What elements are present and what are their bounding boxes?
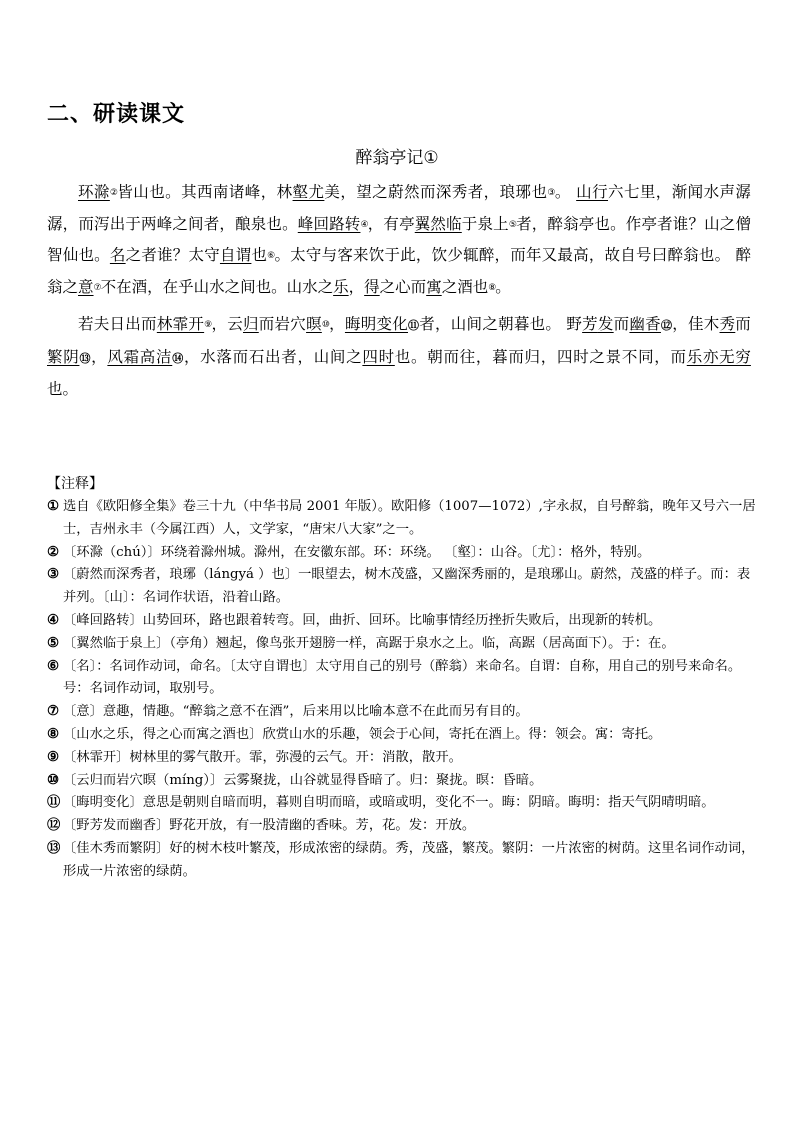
text-run: ，云	[211, 315, 243, 333]
text-run: 。	[495, 277, 511, 296]
note-number: ②	[47, 544, 59, 560]
note-number: ⑨	[47, 749, 59, 765]
footnote-ref: ⑩	[321, 320, 330, 330]
footnote-ref: ⑬	[79, 351, 92, 365]
underlined-phrase: 峰回路转	[297, 214, 361, 233]
footnote-ref: ⑭	[172, 351, 184, 365]
text-run: 。	[554, 183, 577, 201]
note-number: ③	[47, 567, 59, 583]
note-text: 〔峰回路转〕山势回环，路也跟着转弯。回，曲折、回环。比喻事情经历挫折失败后，出现新的转机。	[63, 612, 662, 628]
note-number: ⑬	[47, 840, 61, 856]
underlined-phrase: 寓	[426, 277, 442, 296]
note-item	[47, 747, 759, 770]
footnote-ref: ⑫	[660, 319, 673, 332]
underlined-phrase: 翼然临	[414, 214, 462, 233]
underlined-phrase: 壑尤	[292, 183, 325, 201]
footnote-ref: ②	[109, 188, 118, 198]
note-item	[47, 792, 759, 815]
underlined-phrase: 意	[78, 277, 94, 296]
underlined-phrase: 自谓	[219, 246, 252, 264]
text-run: 之者谁？太守	[125, 246, 220, 264]
underlined-phrase: 乐亦无穷	[686, 347, 751, 366]
note-text: 〔野芳发而幽香〕野花开放，有一股清幽的香味。芳，花。发：开放。	[63, 818, 476, 834]
note-number: ⑫	[47, 818, 61, 834]
note-number: ⑦	[47, 704, 59, 720]
underlined-phrase: 山行	[576, 183, 609, 201]
underlined-phrase: 得	[364, 277, 380, 296]
text-run: 者，醉翁亭也。作亭者谁？山之僧智仙也。	[47, 214, 751, 264]
text-run: ，	[91, 347, 108, 366]
text-run: 而	[613, 315, 630, 333]
note-text: 选自《欧阳修全集》卷三十九（中华书局 2001 年版）。欧阳修（1007—1072）,字永叔，自号醉翁，晚年又号六一居士，吉州永丰（今属江西）人，文学家，“唐宋八大家”之一。	[63, 499, 756, 537]
underlined-phrase: 风霜高洁	[107, 347, 173, 366]
note-number: ⑧	[47, 726, 59, 742]
footnote-ref: ⑪	[408, 319, 420, 332]
note-item	[47, 610, 759, 633]
text-run: 。太守与客来饮于此，饮少辄醉，而年又最高，故自号曰醉翁也。 醉翁之	[47, 246, 751, 296]
note-item	[47, 815, 759, 838]
text-run: 之酒也	[441, 277, 489, 296]
note-text: 〔佳木秀而繁阴〕好的树木枝叶繁茂，形成浓密的绿荫。秀，茂盛，繁茂。繁阴：一片浓密的树荫。这里名词作动词，形成一片浓密的绿荫。	[63, 840, 755, 879]
essay-paragraph	[47, 309, 751, 405]
note-item	[47, 656, 759, 702]
underlined-phrase: 暝	[306, 315, 322, 333]
note-number: ⑩	[47, 772, 59, 788]
text-run: 而岩穴	[258, 315, 307, 333]
note-text: 〔翼然临于泉上〕（亭角）翘起，像鸟张开翅膀一样，高踞于泉水之上。临，高踞（居高面下）。于：在。	[63, 635, 675, 651]
text-run: 于泉上	[461, 214, 509, 233]
text-run: 六七里，渐闻水声潺潺，而泻出于两峰之间者，酿泉也。	[47, 183, 751, 233]
note-text: 〔云归而岩穴暝（míng）〕云雾聚拢，山谷就显得昏暗了。归：聚拢。暝：昏暗。	[63, 772, 543, 788]
note-number: ⑥	[47, 658, 59, 674]
text-run: 也。朝而往，暮而归，四时之景不同，而	[394, 347, 687, 366]
note-item	[47, 564, 759, 610]
notes-heading: 【注释】	[47, 476, 103, 492]
text-run: 也	[251, 246, 268, 264]
section-heading: 二、研读课文	[47, 102, 186, 127]
text-run: ，水落而石出者，山间之	[183, 347, 363, 366]
underlined-phrase: 幽香	[629, 315, 661, 333]
text-run: 若夫日出而	[78, 315, 157, 333]
text-run: 不在酒，在乎山水之间也。山水之	[100, 277, 334, 296]
footnote-ref: ⑨	[204, 320, 212, 330]
essay-paragraph	[47, 177, 751, 303]
note-item	[47, 770, 759, 793]
footnote-ref: ⑤	[508, 219, 517, 230]
text-run: 也。	[47, 380, 79, 398]
underlined-phrase: 发	[597, 315, 614, 333]
note-number: ⑪	[47, 795, 61, 811]
note-text: 〔晦明变化〕意思是朝则自暗而明，暮则自明而暗，或暗或明，变化不一。晦：阴暗。晦明：指天气阴晴明暗。	[63, 795, 715, 811]
note-text: 〔名〕：名词作动词，命名。〔太守自谓也〕太守用自己的别号（醉翁）来命名。自谓：自称，用自己的别号来命名。号：名词作动词，取别号。	[63, 658, 742, 697]
note-item	[47, 633, 759, 656]
footnote-ref: ⑦	[93, 282, 101, 293]
note-text: 〔环滁（chú）〕环绕着滁州城。滁州，在安徽东部。环：环绕。 〔壑〕：山谷。〔尤〕：格外，特别。	[63, 544, 651, 560]
text-run: 美，望之蔚然而深秀者，琅琊也	[324, 183, 548, 201]
note-number: ④	[47, 612, 59, 628]
text-run: 者，山间之朝暮也。 野	[419, 315, 583, 333]
note-item	[47, 724, 759, 747]
underlined-phrase: 芳	[582, 315, 598, 333]
text-run: ，	[329, 315, 345, 333]
essay-title: 醉翁亭记①	[355, 148, 439, 168]
underlined-phrase: 乐	[333, 277, 349, 296]
underlined-phrase: 四时	[362, 347, 395, 366]
text-run: 之心而	[379, 277, 427, 296]
footnote-ref: ⑧	[488, 282, 496, 293]
footnote-ref: ④	[360, 219, 368, 230]
text-run: ，有亭	[367, 214, 415, 233]
note-number: ⑤	[47, 635, 59, 651]
essay-body	[47, 177, 751, 405]
underlined-phrase: 名	[109, 246, 126, 264]
notes-list	[47, 496, 759, 884]
note-text: 〔蔚然而深秀者，琅琊（lángyá ）也〕一眼望去，树木茂盛，又幽深秀丽的，是琅琊山。蔚然，茂盛的样子。而：表并列。〔山〕：名词作状语，沿着山路。	[63, 567, 751, 606]
text-run: 而	[735, 315, 751, 333]
text-run: ，	[348, 277, 365, 296]
note-item	[47, 838, 759, 884]
note-item	[47, 496, 759, 542]
footnote-ref: ③	[547, 188, 555, 198]
note-text: 〔山水之乐，得之心而寓之酒也〕欣赏山水的乐趣，领会于心间，寄托在酒上。得：领会。寓：寄托。	[63, 726, 662, 742]
underlined-phrase: 林霏开	[156, 315, 205, 333]
underlined-phrase: 秀	[719, 315, 736, 333]
underlined-phrase: 晦明变化	[344, 315, 408, 333]
underlined-phrase: 环滁	[78, 183, 110, 201]
note-item	[47, 701, 759, 724]
underlined-phrase: 繁阴	[47, 347, 80, 366]
note-text: 〔林霏开〕树林里的雾气散开。霏，弥漫的云气。开：消散，散开。	[63, 749, 462, 765]
note-number: ①	[47, 499, 59, 514]
text-run: ，佳木	[672, 315, 720, 333]
footnote-ref: ⑥	[267, 251, 275, 261]
underlined-phrase: 归	[243, 315, 259, 333]
note-text: 〔意〕意趣，情趣。“醉翁之意不在酒”，后来用以比喻本意不在此而另有目的。	[63, 704, 529, 720]
text-run: 皆山也。其西南诸峰，林	[117, 183, 293, 201]
note-item	[47, 542, 759, 565]
